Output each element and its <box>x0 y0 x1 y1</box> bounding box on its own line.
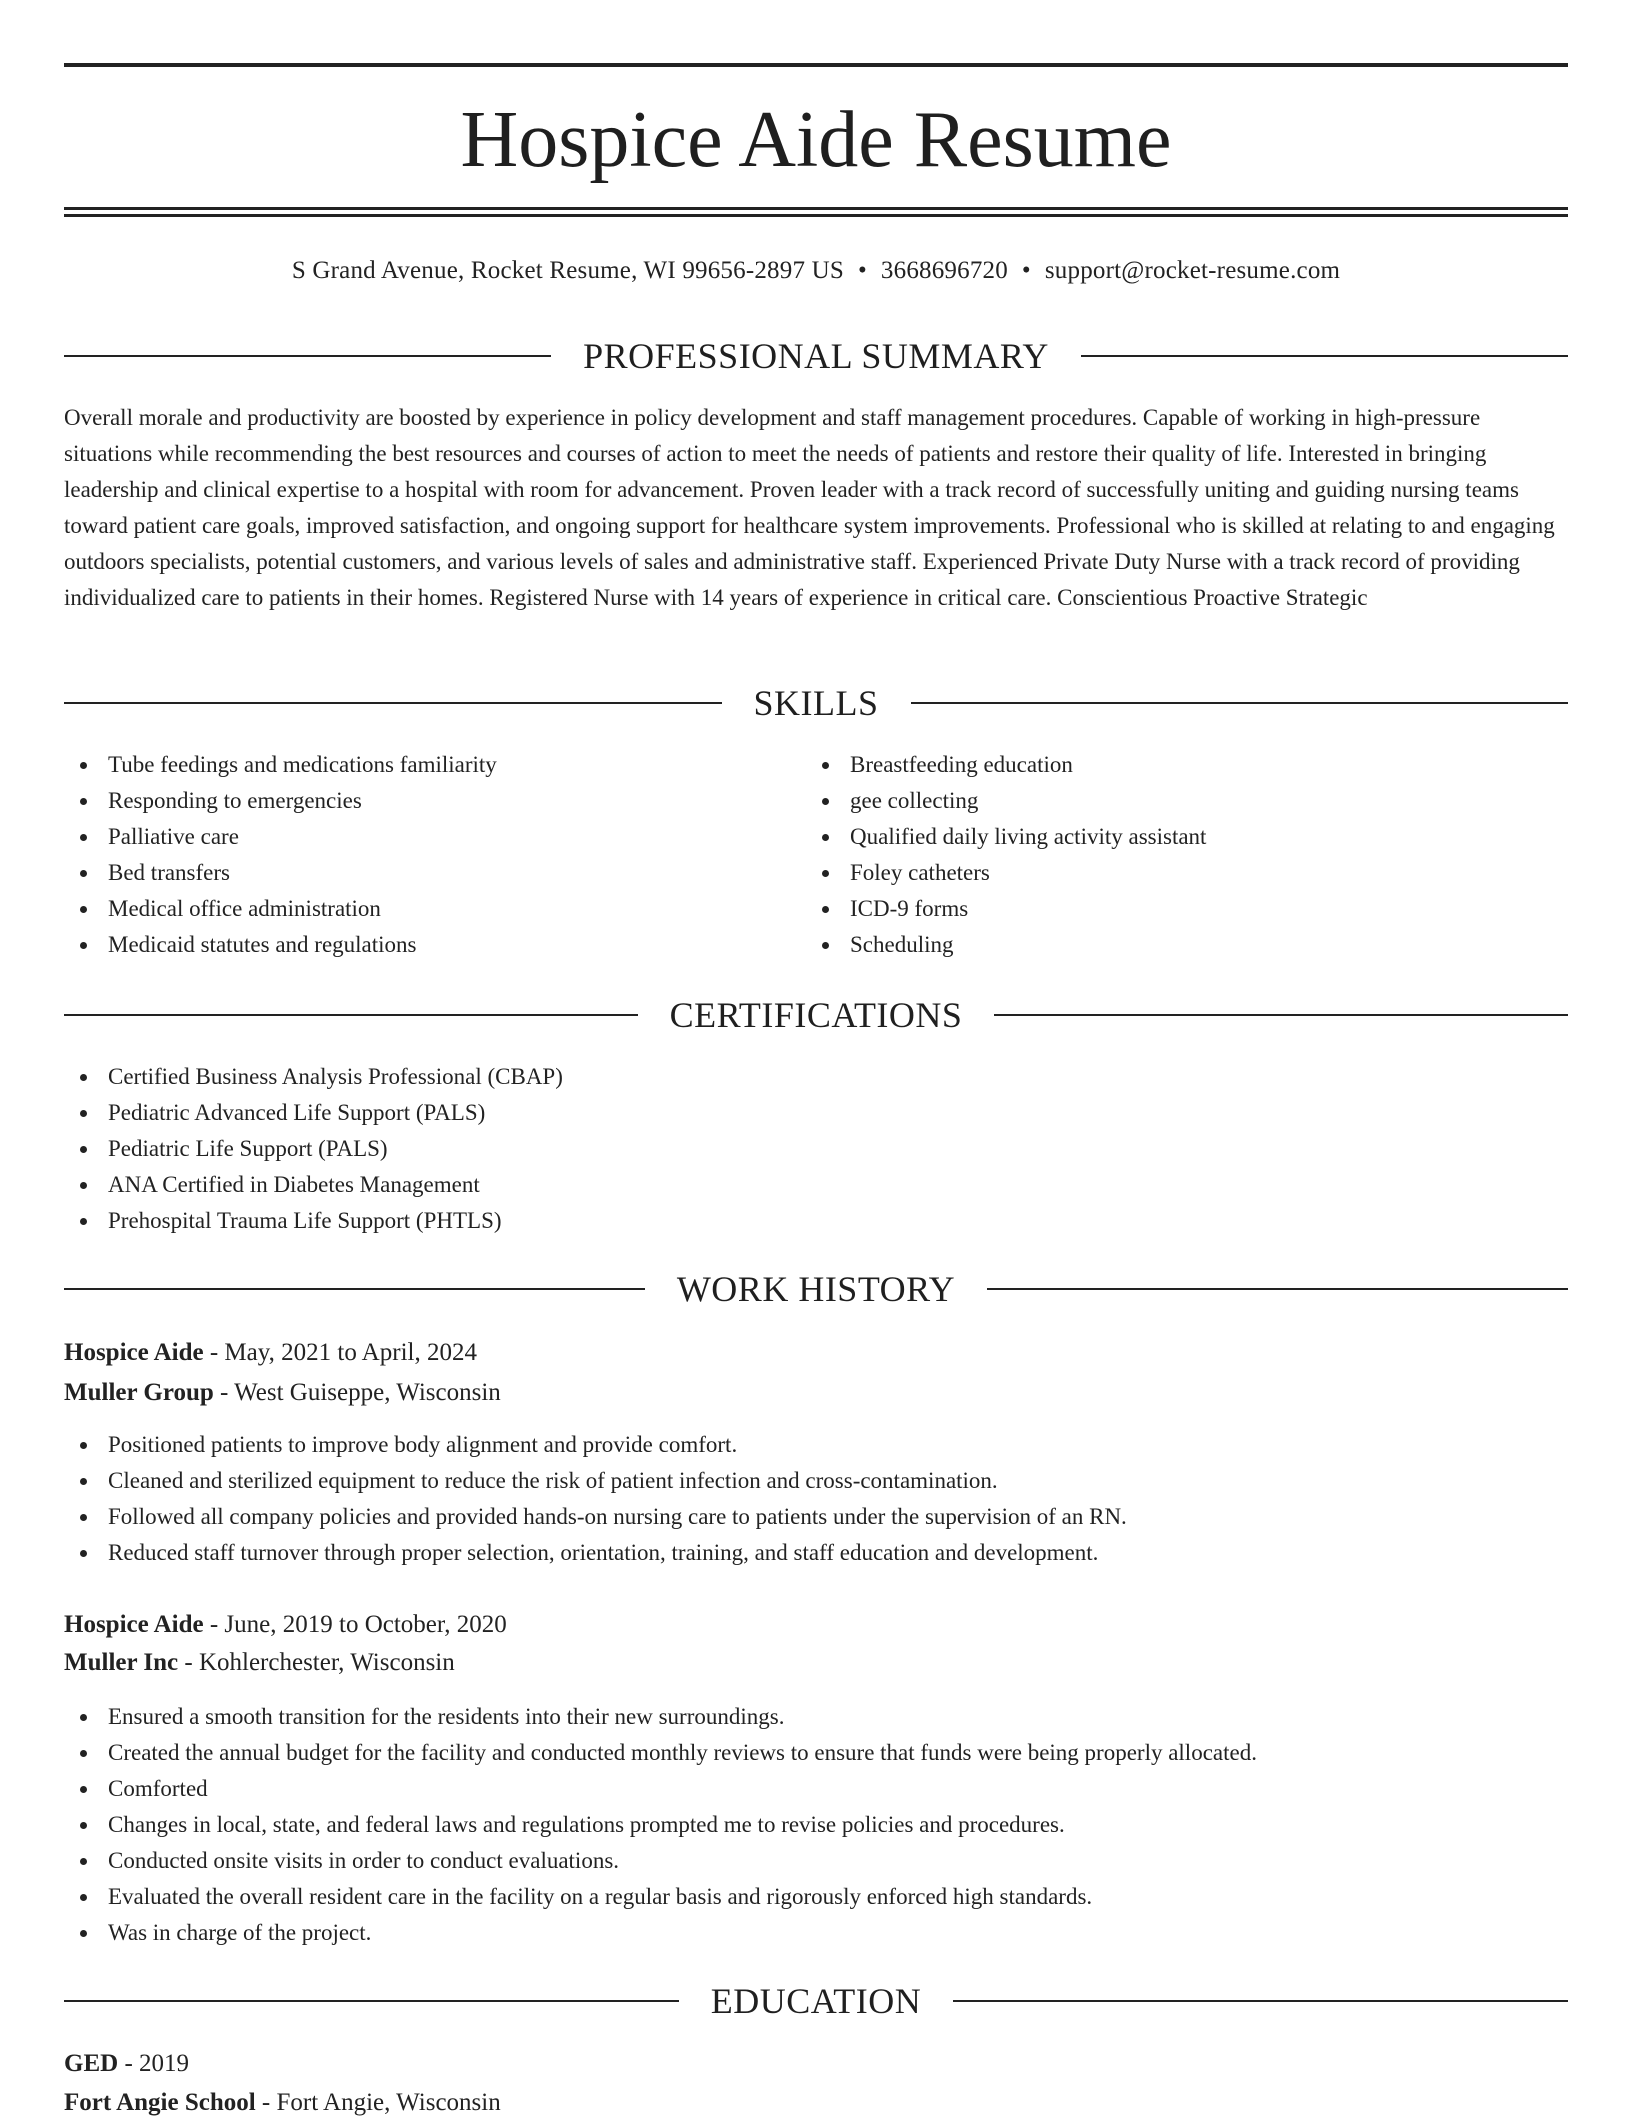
job-bullets <box>64 1699 1568 1951</box>
section-title-skills: SKILLS <box>753 683 879 723</box>
job-location: - Kohlerchester, Wisconsin <box>178 1649 455 1676</box>
job-title-line <box>64 1335 1568 1371</box>
section-rule <box>953 2000 1568 2002</box>
contact-address: S Grand Avenue, Rocket Resume, WI 99656-2897 US <box>291 257 844 284</box>
section-title-work-history: WORK HISTORY <box>676 1269 956 1309</box>
section-header-certifications <box>64 993 1568 1037</box>
section-rule <box>64 1014 638 1016</box>
page-title: Hospice Aide Resume <box>460 96 1172 184</box>
job-title: Hospice Aide <box>64 1611 204 1638</box>
education-school-line <box>64 2085 1568 2121</box>
contact-line <box>64 254 1568 288</box>
contact-email: support@rocket-resume.com <box>1044 257 1341 284</box>
education-year: - 2019 <box>118 2050 190 2077</box>
contact-separator: • <box>857 257 867 284</box>
education-degree: GED <box>64 2050 119 2077</box>
skill-item: Responding to emergencies <box>64 783 804 819</box>
section-rule <box>994 1014 1568 1016</box>
job-company: Muller Inc <box>64 1649 179 1676</box>
job-bullet: Ensured a smooth transition for the residents into their new surroundings. <box>64 1699 1568 1735</box>
certification-item: ANA Certified in Diabetes Management <box>64 1167 1568 1203</box>
section-rule <box>1081 355 1568 357</box>
contact-phone: 3668696720 <box>880 257 1008 284</box>
section-rule <box>64 1288 645 1290</box>
skill-item: ICD-9 forms <box>806 891 1566 927</box>
job-bullet: Followed all company policies and provided hands-on nursing care to patients under the supervision of an RN. <box>64 1499 1568 1535</box>
job-company: Muller Group <box>64 1379 214 1406</box>
job-bullet: Changes in local, state, and federal laws and regulations prompted me to revise policies and procedures. <box>64 1807 1568 1843</box>
certification-item: Pediatric Life Support (PALS) <box>64 1131 1568 1167</box>
section-title-education: EDUCATION <box>710 1981 922 2021</box>
certification-item: Pediatric Advanced Life Support (PALS) <box>64 1095 1568 1131</box>
education-school: Fort Angie School <box>64 2089 256 2116</box>
section-rule <box>64 702 722 704</box>
summary-text: Overall morale and productivity are boosted by experience in policy development and staff management procedures. Capable of working in high-pressure situations while recommending the best resources and courses of action to meet the needs of patients and restore their quality of life. Interested in bringing leadership and clinical expertise to a hospital with room for advancement. Proven leader with a track record of successfully uniting and guiding nursing teams toward patient care goals, improved satisfaction, and ongoing support for healthcare system improvements. Professional who is skilled at relating to and engaging outdoors specialists, potential customers, and various levels of sales and administrative staff. Experienced Private Duty Nurse with a track record of providing individualized care to patients in their homes. Registered Nurse with 14 years of experience in critical care. Conscientious Proactive Strategic <box>64 405 1555 610</box>
skill-item: Palliative care <box>64 819 804 855</box>
section-rule <box>911 702 1569 704</box>
job-location: - West Guiseppe, Wisconsin <box>213 1379 501 1406</box>
job-title: Hospice Aide <box>64 1339 204 1366</box>
section-header-work-history <box>64 1267 1568 1311</box>
job-bullet: Positioned patients to improve body alignment and provide comfort. <box>64 1427 1568 1463</box>
contact-separator: • <box>1021 257 1031 284</box>
job-dates: - May, 2021 to April, 2024 <box>203 1339 477 1366</box>
education-location: - Fort Angie, Wisconsin <box>255 2089 501 2116</box>
section-title-certifications: CERTIFICATIONS <box>669 995 963 1035</box>
skills-list-right <box>806 747 1566 963</box>
education-degree-line <box>64 2046 1568 2082</box>
section-rule <box>64 2000 679 2002</box>
job-title-line <box>64 1607 1568 1643</box>
skill-item: Qualified daily living activity assistant <box>806 819 1566 855</box>
section-rule <box>64 355 551 357</box>
title-double-rule <box>64 207 1568 217</box>
skill-item: Breastfeeding education <box>806 747 1566 783</box>
job-bullet: Evaluated the overall resident care in the facility on a regular basis and rigorously enforced high standards. <box>64 1879 1568 1915</box>
job-bullet: Reduced staff turnover through proper selection, orientation, training, and staff education and development. <box>64 1535 1568 1571</box>
top-rule <box>64 63 1568 67</box>
certification-item: Prehospital Trauma Life Support (PHTLS) <box>64 1203 1568 1239</box>
skill-item: Tube feedings and medications familiarity <box>64 747 804 783</box>
certification-item: Certified Business Analysis Professional (CBAP) <box>64 1059 1568 1095</box>
skill-item: Foley catheters <box>806 855 1566 891</box>
job-dates: - June, 2019 to October, 2020 <box>203 1611 507 1638</box>
skill-item: gee collecting <box>806 783 1566 819</box>
section-header-summary <box>64 334 1568 378</box>
skill-item: Medical office administration <box>64 891 804 927</box>
section-header-skills <box>64 681 1568 725</box>
certifications-list <box>64 1059 1568 1239</box>
job-bullet: Cleaned and sterilized equipment to reduce the risk of patient infection and cross-contamination. <box>64 1463 1568 1499</box>
skills-list-left <box>64 747 804 963</box>
skill-item: Medicaid statutes and regulations <box>64 927 804 963</box>
skill-item: Bed transfers <box>64 855 804 891</box>
section-title-summary: PROFESSIONAL SUMMARY <box>583 336 1049 376</box>
section-header-education <box>64 1979 1568 2023</box>
job-bullet: Was in charge of the project. <box>64 1915 1568 1951</box>
job-bullets <box>64 1427 1568 1571</box>
section-rule <box>987 1288 1568 1290</box>
skill-item: Scheduling <box>806 927 1566 963</box>
job-bullet: Conducted onsite visits in order to conduct evaluations. <box>64 1843 1568 1879</box>
job-bullet: Comforted <box>64 1771 1568 1807</box>
job-company-line <box>64 1375 1568 1411</box>
job-company-line <box>64 1645 1568 1681</box>
job-bullet: Created the annual budget for the facility and conducted monthly reviews to ensure that funds were being properly allocated. <box>64 1735 1568 1771</box>
